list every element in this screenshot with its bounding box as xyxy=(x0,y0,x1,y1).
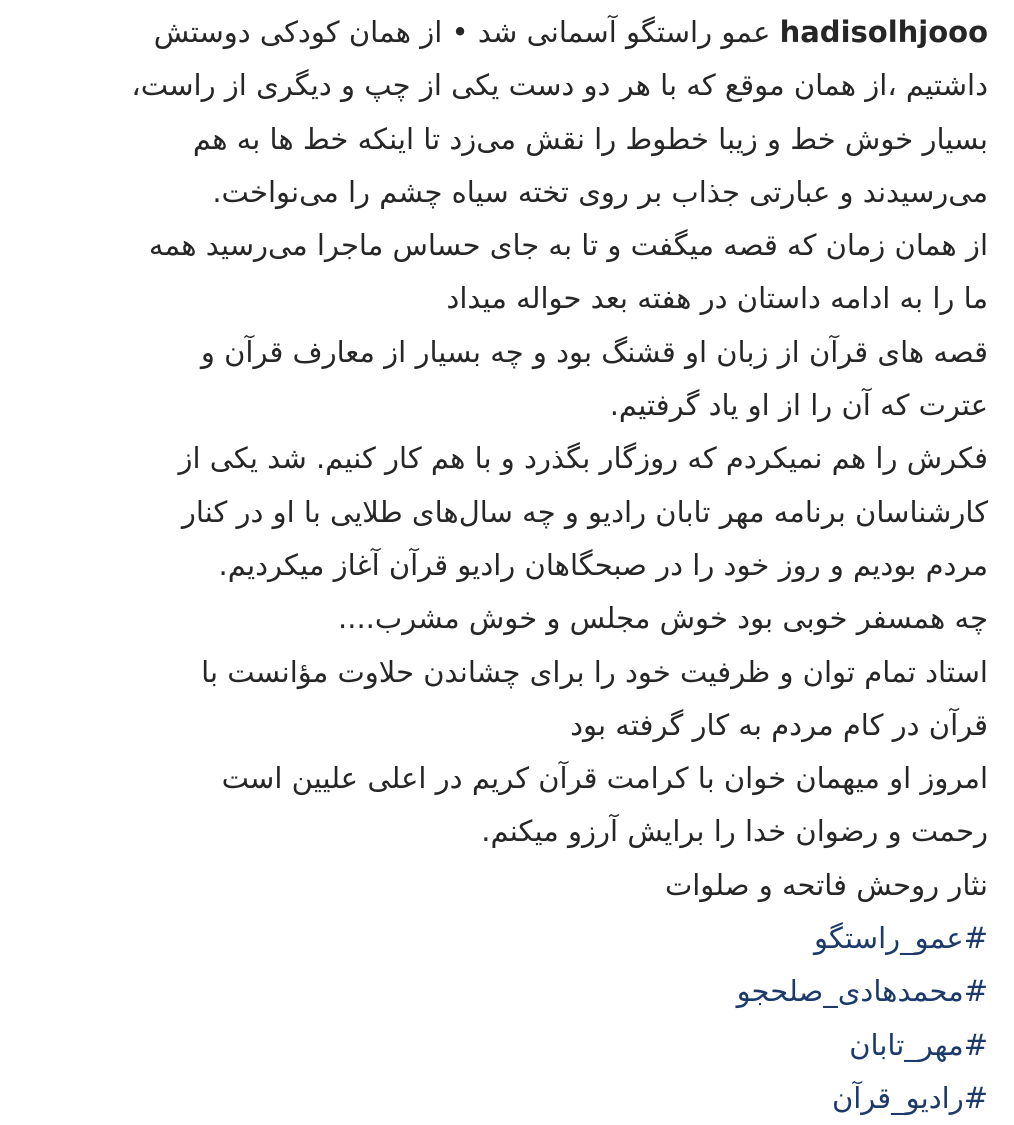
caption-line: قصه های قرآن از زبان او قشنگ بود و چه بسیار از معارف قرآن و xyxy=(200,334,988,369)
caption-first-line xyxy=(30,6,988,59)
hashtag-link[interactable]: #مهر_تابان xyxy=(849,1027,988,1062)
caption-line: داشتیم ،از همان موقع که با هر دو دست یکی از چپ و دیگری از راست، xyxy=(131,68,988,103)
caption-line: کارشناسان برنامه مهر تابان رادیو و چه سال‌های طلایی با او در کنار xyxy=(181,494,988,529)
caption-line: فکرش را هم نمیکردم که روزگار بگذرد و با هم کار کنیم. شد یکی از xyxy=(178,441,988,476)
username-link[interactable]: hadisolhjooo xyxy=(779,15,988,49)
caption-line: استاد تمام توان و ظرفیت خود را برای چشاندن حلاوت مؤانست با xyxy=(201,654,988,689)
hashtag-link[interactable]: #محمدهادی_صلحجو xyxy=(736,974,988,1009)
hashtag-link[interactable]: #رادیو_قرآن xyxy=(831,1080,988,1115)
caption-line: می‌رسیدند و عبارتی جذاب بر روی تخته سیاه چشم را می‌نواخت. xyxy=(212,174,988,209)
caption-line: قرآن در کام مردم به کار گرفته بود xyxy=(570,707,988,742)
caption-line: بسیار خوش خط و زیبا خطوط را نقش می‌زد تا اینکه خط ها به هم xyxy=(192,121,988,156)
caption-line: عترت که آن را از او یاد گرفتیم. xyxy=(609,388,988,423)
post-caption xyxy=(30,6,988,1125)
caption-line: ما را به ادامه داستان در هفته بعد حواله میداد xyxy=(446,281,988,316)
hashtag-link[interactable]: #عمو_راستگو xyxy=(814,921,988,956)
caption-line: رحمت و رضوان خدا را برایش آرزو میکنم. xyxy=(481,814,988,849)
caption-line: از همان زمان که قصه میگفت و تا به جای حساس ماجرا می‌رسید همه xyxy=(148,228,988,263)
caption-line: امروز او میهمان خوان با کرامت قرآن کریم در اعلی علیین است xyxy=(221,761,988,796)
caption-line: نثار روحش فاتحه و صلوات xyxy=(664,867,988,902)
caption-line: عمو راستگو آسمانی شد • از همان کودکی دوستش xyxy=(153,15,771,49)
caption-line: مردم بودیم و روز خود را در صبحگاهان رادیو قرآن آغاز میکردیم. xyxy=(218,547,988,582)
caption-line: چه همسفر خوبی بود خوش مجلس و خوش مشرب.... xyxy=(338,601,988,636)
